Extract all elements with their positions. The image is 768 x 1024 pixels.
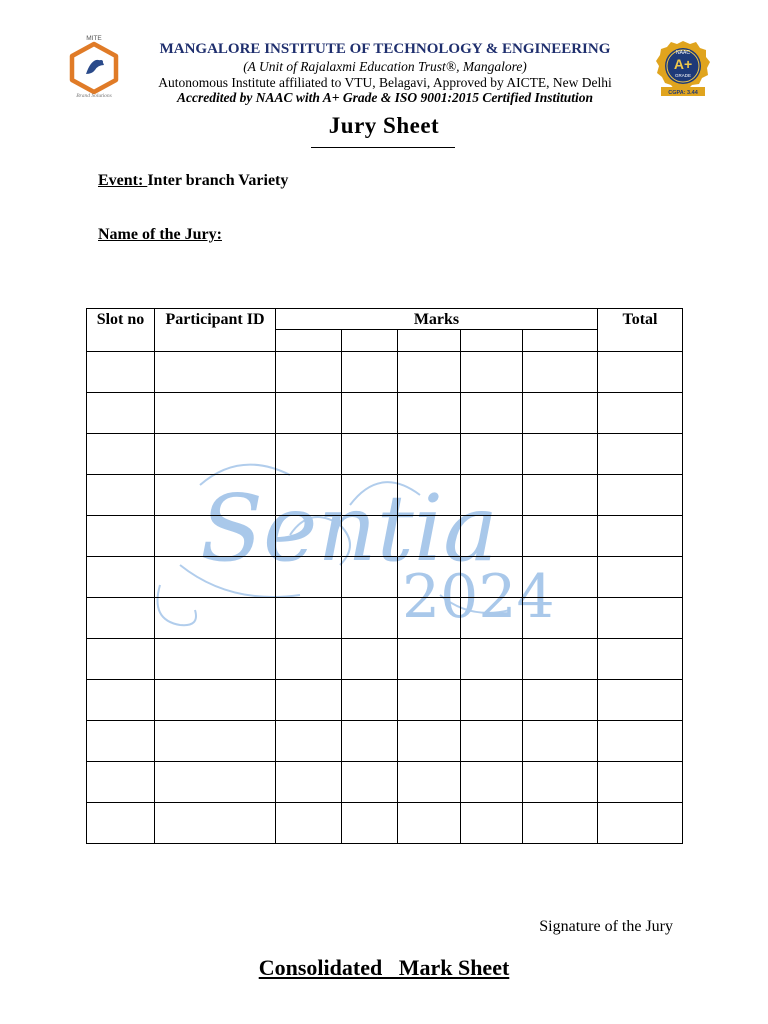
mark-cell[interactable] xyxy=(398,434,461,475)
participant-id-cell[interactable] xyxy=(155,434,276,475)
slot-no-cell[interactable] xyxy=(87,598,155,639)
slot-no-cell[interactable] xyxy=(87,434,155,475)
mark-cell[interactable] xyxy=(523,434,598,475)
mark-cell[interactable] xyxy=(398,803,461,844)
slot-no-header: Slot no xyxy=(87,309,155,352)
badge-grade: A+ xyxy=(673,56,693,72)
table-row xyxy=(87,557,683,598)
mark-cell[interactable] xyxy=(461,680,523,721)
table-row xyxy=(87,803,683,844)
total-cell[interactable] xyxy=(598,762,683,803)
jury-signature-label: Signature of the Jury xyxy=(539,918,673,935)
mark-cell[interactable] xyxy=(398,721,461,762)
mark-cell[interactable] xyxy=(398,352,461,393)
participant-id-cell[interactable] xyxy=(155,680,276,721)
mark-cell[interactable] xyxy=(523,598,598,639)
mark-cell[interactable] xyxy=(461,516,523,557)
watermark-word: Sentia xyxy=(200,475,498,582)
mite-hexagon-icon xyxy=(62,32,126,98)
mark-cell[interactable] xyxy=(523,721,598,762)
badge-top-text: NAAC xyxy=(676,50,690,56)
mark-cell[interactable] xyxy=(461,721,523,762)
table-body xyxy=(87,352,683,844)
participant-id-cell[interactable] xyxy=(155,475,276,516)
jury-name-label: Name of the Jury: xyxy=(98,226,222,243)
participant-id-cell[interactable] xyxy=(155,721,276,762)
mite-logo xyxy=(62,32,126,98)
title-underline xyxy=(311,147,455,148)
total-cell[interactable] xyxy=(598,803,683,844)
naac-badge xyxy=(652,40,714,98)
mark-cell[interactable] xyxy=(342,680,398,721)
mark-cell[interactable] xyxy=(461,557,523,598)
event-value: Inter branch Variety xyxy=(147,172,289,189)
participant-id-cell[interactable] xyxy=(155,762,276,803)
institute-accreditation: Accredited by NAAC with A+ Grade & ISO 9001:2015 Certified Institution xyxy=(177,90,593,105)
mark-cell[interactable] xyxy=(276,393,342,434)
table-row xyxy=(87,598,683,639)
participant-id-cell[interactable] xyxy=(155,598,276,639)
participant-id-cell[interactable] xyxy=(155,803,276,844)
mark-cell[interactable] xyxy=(276,598,342,639)
participant-id-header: Participant ID xyxy=(155,309,276,352)
table-row xyxy=(87,393,683,434)
marks-subheader-cell xyxy=(523,330,598,352)
page-title: Jury Sheet xyxy=(328,113,440,138)
total-cell[interactable] xyxy=(598,434,683,475)
institute-unit-line: (A Unit of Rajalaxmi Education Trust®, Mangalore) xyxy=(243,59,527,74)
mark-cell[interactable] xyxy=(276,557,342,598)
table-row xyxy=(87,680,683,721)
mark-cell[interactable] xyxy=(342,516,398,557)
total-cell[interactable] xyxy=(598,352,683,393)
mark-cell[interactable] xyxy=(523,475,598,516)
table-row xyxy=(87,516,683,557)
institute-name: MANGALORE INSTITUTE OF TECHNOLOGY & ENGINEERING xyxy=(159,41,611,57)
mark-cell[interactable] xyxy=(276,762,342,803)
institute-affiliation: Autonomous Institute affiliated to VTU, Belagavi, Approved by AICTE, New Delhi xyxy=(158,75,612,90)
mark-cell[interactable] xyxy=(398,516,461,557)
event-label: Event: xyxy=(98,172,148,189)
slot-no-cell[interactable] xyxy=(87,721,155,762)
mark-cell[interactable] xyxy=(276,680,342,721)
logo-acronym: MITE xyxy=(86,35,102,42)
mark-cell[interactable] xyxy=(461,639,523,680)
table-row xyxy=(87,639,683,680)
slot-no-cell[interactable] xyxy=(87,803,155,844)
slot-no-cell[interactable] xyxy=(87,639,155,680)
slot-no-cell[interactable] xyxy=(87,762,155,803)
mark-cell[interactable] xyxy=(461,762,523,803)
mark-cell[interactable] xyxy=(398,393,461,434)
mark-cell[interactable] xyxy=(276,475,342,516)
mark-cell[interactable] xyxy=(342,393,398,434)
mark-cell[interactable] xyxy=(523,557,598,598)
mark-cell[interactable] xyxy=(342,803,398,844)
badge-grade-word: GRADE xyxy=(674,73,692,78)
mark-cell[interactable] xyxy=(276,721,342,762)
participant-id-cell[interactable] xyxy=(155,393,276,434)
total-cell[interactable] xyxy=(598,516,683,557)
mark-cell[interactable] xyxy=(523,639,598,680)
slot-no-cell[interactable] xyxy=(87,557,155,598)
marks-subheader-cell xyxy=(342,330,398,352)
mark-cell[interactable] xyxy=(342,639,398,680)
marks-header: Marks xyxy=(276,309,598,330)
jury-name-field xyxy=(98,226,222,244)
total-header: Total xyxy=(598,309,683,352)
slot-no-cell[interactable] xyxy=(87,352,155,393)
jury-marks-table xyxy=(86,308,683,844)
participant-id-cell[interactable] xyxy=(155,516,276,557)
table-row xyxy=(87,434,683,475)
mark-cell[interactable] xyxy=(276,352,342,393)
mark-cell[interactable] xyxy=(398,639,461,680)
mark-cell[interactable] xyxy=(342,762,398,803)
table-row xyxy=(87,352,683,393)
mark-cell[interactable] xyxy=(276,434,342,475)
badge-cgpa: CGPA: 3.44 xyxy=(668,90,698,96)
mark-cell[interactable] xyxy=(342,598,398,639)
mark-cell[interactable] xyxy=(398,680,461,721)
table-row xyxy=(87,762,683,803)
slot-no-cell[interactable] xyxy=(87,516,155,557)
mark-cell[interactable] xyxy=(523,393,598,434)
mark-cell[interactable] xyxy=(398,557,461,598)
mark-cell[interactable] xyxy=(276,803,342,844)
total-cell[interactable] xyxy=(598,639,683,680)
mark-cell[interactable] xyxy=(342,475,398,516)
participant-id-cell[interactable] xyxy=(155,352,276,393)
logo-tagline: Brand Solutions xyxy=(76,93,112,98)
mark-cell[interactable] xyxy=(276,516,342,557)
total-cell[interactable] xyxy=(598,475,683,516)
mark-cell[interactable] xyxy=(398,762,461,803)
marks-subheader-cell xyxy=(398,330,461,352)
slot-no-cell[interactable] xyxy=(87,475,155,516)
mark-cell[interactable] xyxy=(523,680,598,721)
mark-cell[interactable] xyxy=(461,434,523,475)
mark-cell[interactable] xyxy=(523,762,598,803)
mark-cell[interactable] xyxy=(342,721,398,762)
mark-cell[interactable] xyxy=(523,803,598,844)
mark-cell[interactable] xyxy=(461,598,523,639)
table-row xyxy=(87,721,683,762)
naac-badge-icon xyxy=(652,40,714,98)
table-header-row xyxy=(87,309,683,330)
mark-cell[interactable] xyxy=(523,516,598,557)
mark-cell[interactable] xyxy=(398,598,461,639)
total-cell[interactable] xyxy=(598,393,683,434)
total-cell[interactable] xyxy=(598,680,683,721)
participant-id-cell[interactable] xyxy=(155,639,276,680)
marks-subheader-cell xyxy=(276,330,342,352)
mark-cell[interactable] xyxy=(276,639,342,680)
total-cell[interactable] xyxy=(598,557,683,598)
mark-cell[interactable] xyxy=(461,475,523,516)
mark-cell[interactable] xyxy=(398,475,461,516)
watermark-year: 2024 xyxy=(402,562,555,632)
mark-cell[interactable] xyxy=(461,352,523,393)
marks-subheader-cell xyxy=(461,330,523,352)
total-cell[interactable] xyxy=(598,598,683,639)
total-cell[interactable] xyxy=(598,721,683,762)
mark-cell[interactable] xyxy=(342,434,398,475)
participant-id-cell[interactable] xyxy=(155,557,276,598)
slot-no-cell[interactable] xyxy=(87,680,155,721)
table-row xyxy=(87,475,683,516)
event-field xyxy=(98,172,288,190)
mark-cell[interactable] xyxy=(523,352,598,393)
mark-cell[interactable] xyxy=(342,352,398,393)
mark-cell[interactable] xyxy=(461,803,523,844)
mark-cell[interactable] xyxy=(461,393,523,434)
consolidated-mark-sheet-heading: Consolidated Mark Sheet xyxy=(258,955,510,980)
slot-no-cell[interactable] xyxy=(87,393,155,434)
mark-cell[interactable] xyxy=(342,557,398,598)
